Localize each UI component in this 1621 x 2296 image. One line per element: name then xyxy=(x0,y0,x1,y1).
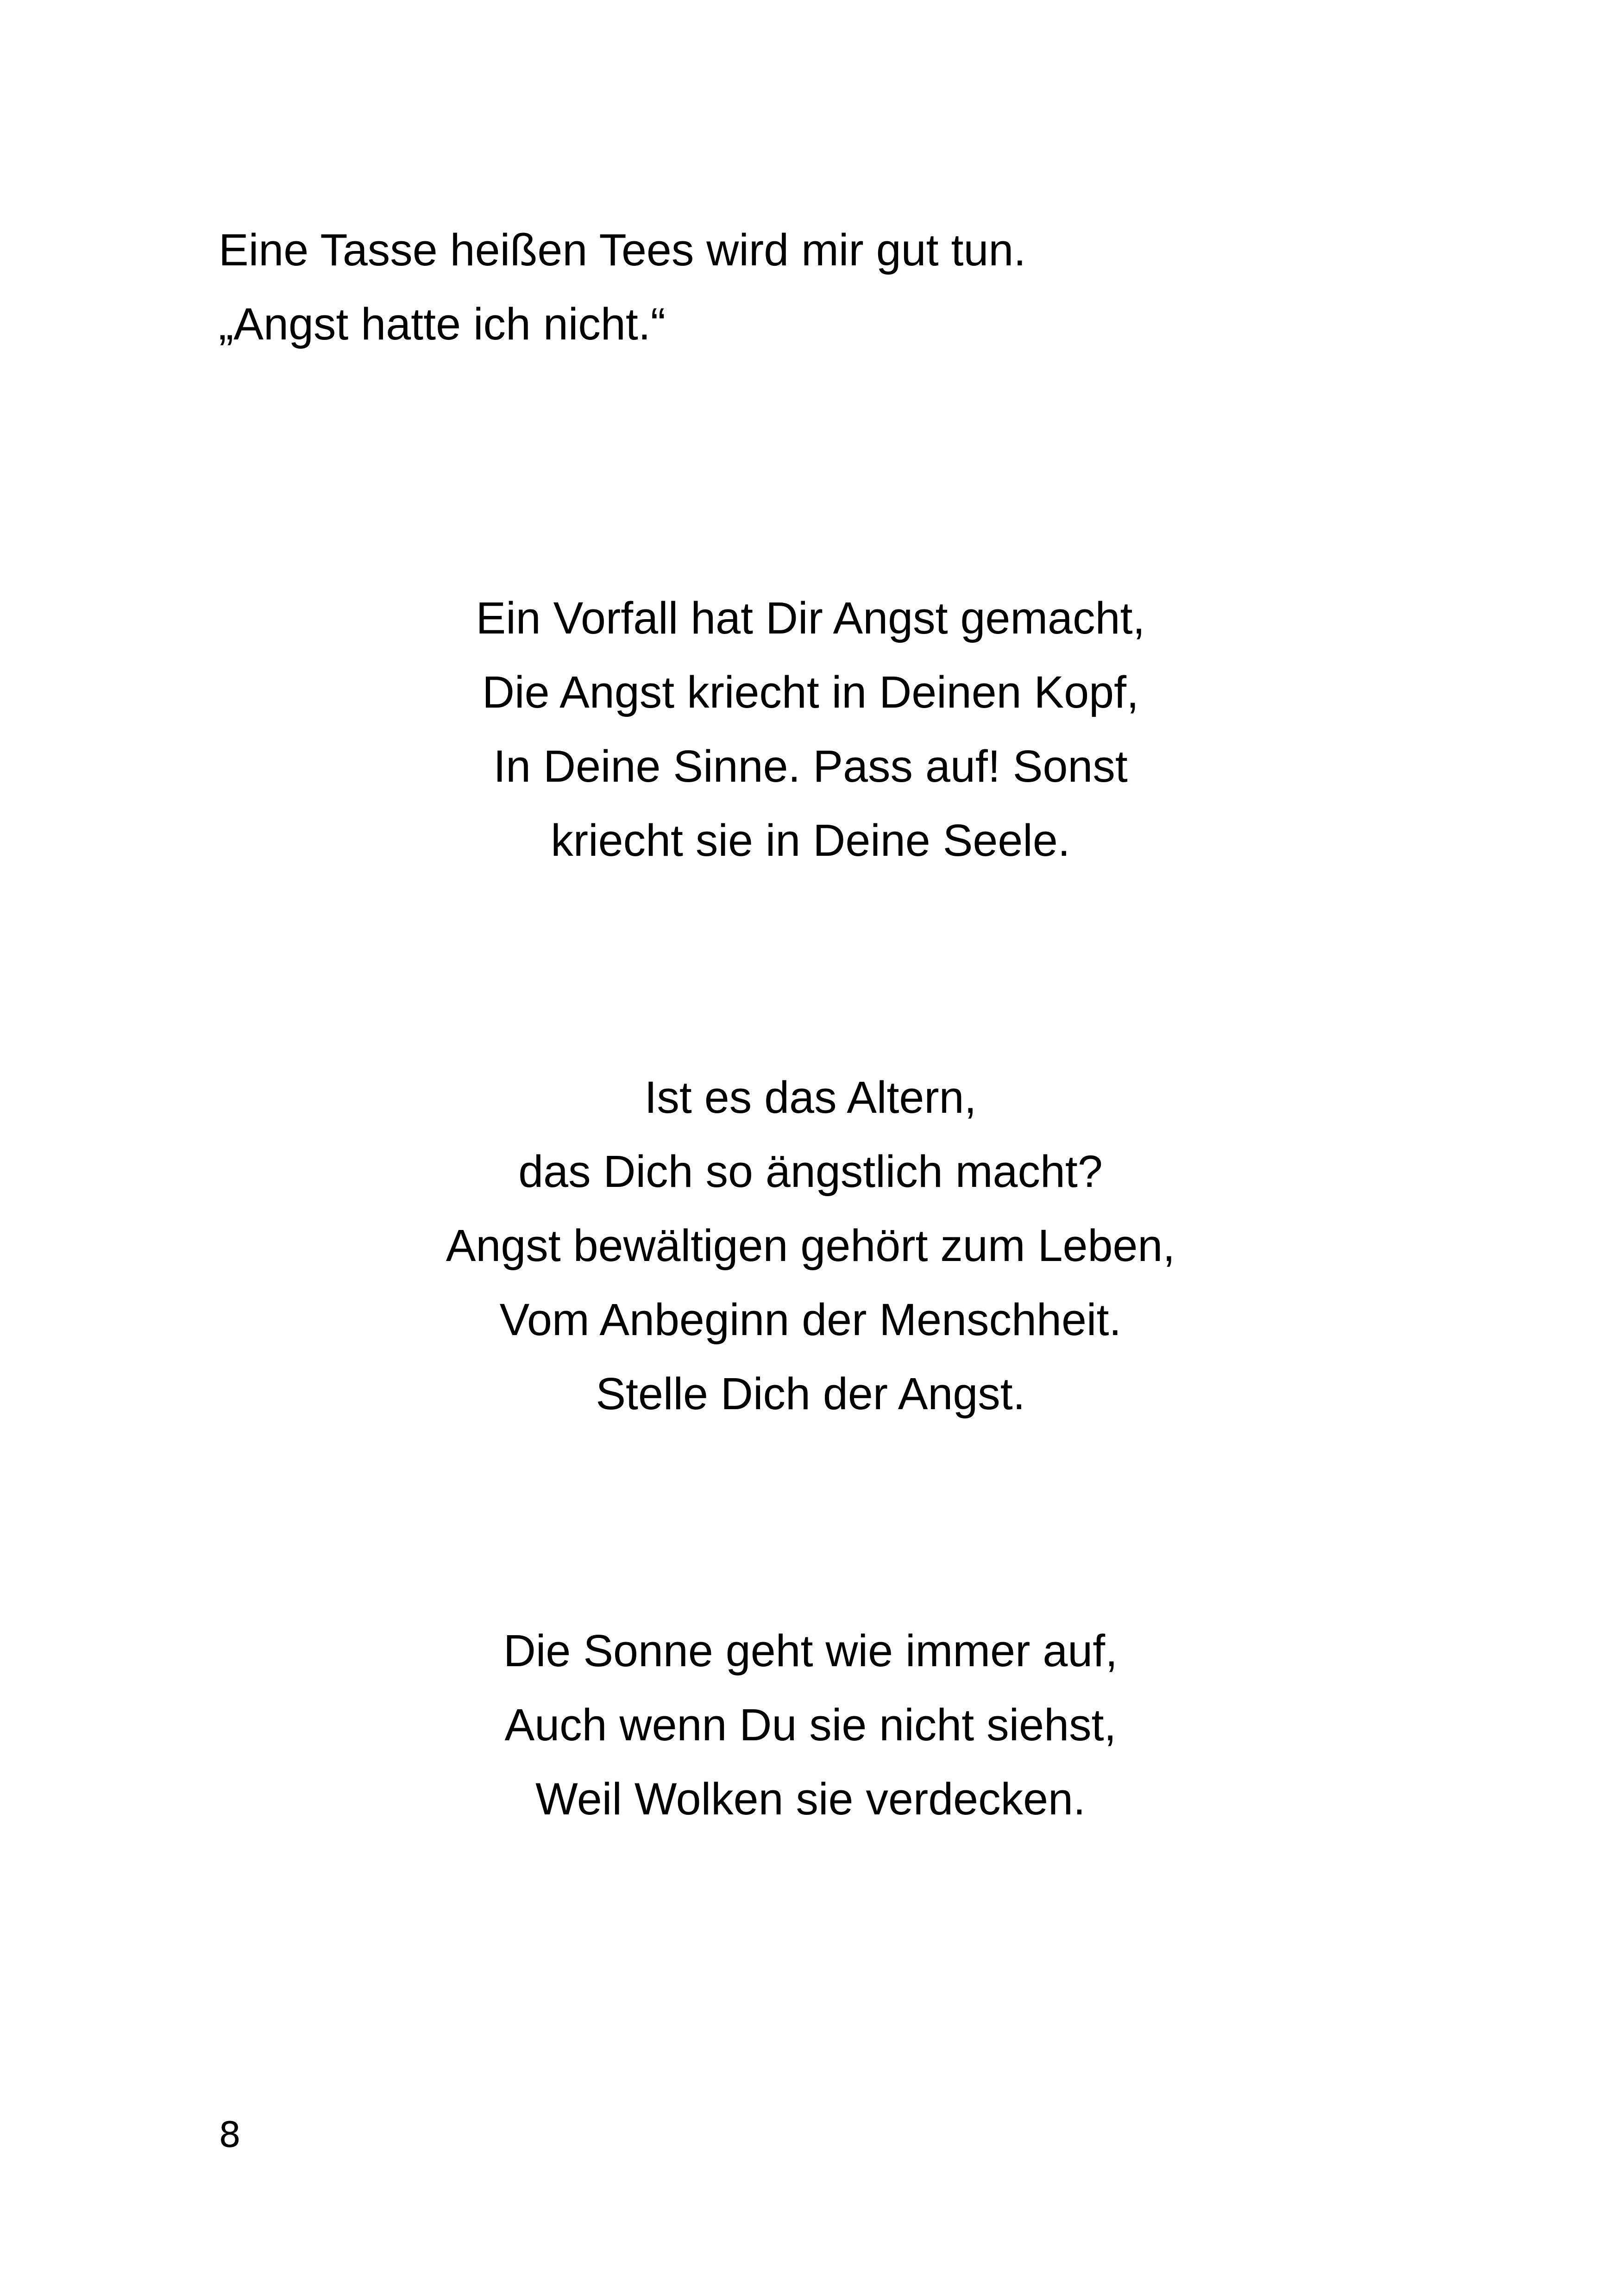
intro-line-2: „Angst hatte ich nicht.“ xyxy=(219,299,666,349)
stanza-3-line-1: Die Sonne geht wie immer auf, xyxy=(503,1625,1118,1676)
stanza-3-line-2: Auch wenn Du sie nicht siehst, xyxy=(504,1700,1117,1750)
stanza-2-line-1: Ist es das Altern, xyxy=(644,1072,977,1123)
stanza-3-line-3: Weil Wolken sie verdecken. xyxy=(535,1774,1086,1824)
stanza-1-line-3: In Deine Sinne. Pass auf! Sonst xyxy=(493,741,1128,791)
stanza-1-line-4: kriecht sie in Deine Seele. xyxy=(551,815,1070,866)
intro-line-1: Eine Tasse heißen Tees wird mir gut tun. xyxy=(219,225,1026,275)
stanza-2-line-2: das Dich so ängstlich macht? xyxy=(518,1146,1103,1197)
stanza-2-line-3: Angst bewältigen gehört zum Leben, xyxy=(446,1220,1175,1271)
stanza-1-line-2: Die Angst kriecht in Deinen Kopf, xyxy=(482,667,1139,717)
stanza-1-line-1: Ein Vorfall hat Dir Angst gemacht, xyxy=(476,593,1145,643)
stanza-2-line-5: Stelle Dich der Angst. xyxy=(596,1368,1025,1419)
page-number: 8 xyxy=(219,2114,241,2155)
stanza-2-line-4: Vom Anbeginn der Menschheit. xyxy=(499,1294,1122,1345)
